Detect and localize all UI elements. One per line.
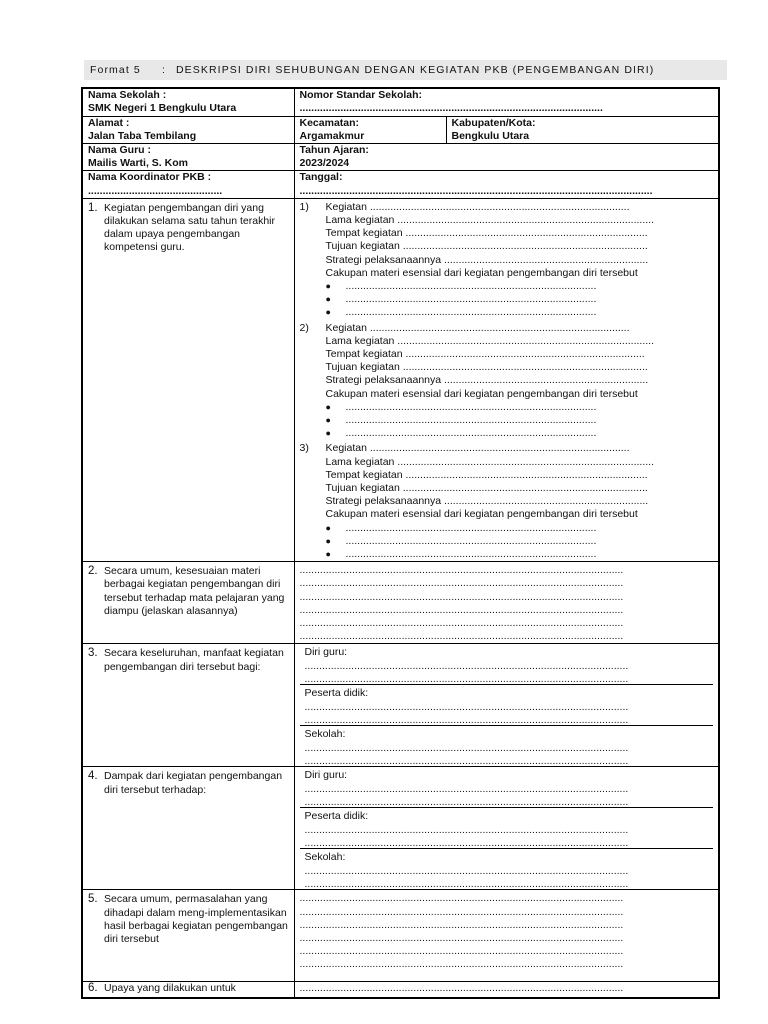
activity-lama[interactable]: Lama kegiatan ........................................................................................ [325, 455, 655, 468]
answer-line[interactable]: ............................................................................................................... [299, 564, 624, 577]
activity-tempat[interactable]: Tempat kegiatan .................................................................................. [325, 347, 645, 360]
activity-cakupan: Cakupan materi esensial dari kegiatan pengembangan diri tersebut [325, 508, 638, 521]
bullet-line[interactable]: ...................................................................................... [345, 413, 597, 426]
q4-number: 4. [88, 770, 98, 783]
q6-number: 6. [88, 982, 98, 995]
district-value[interactable]: Argamakmur [299, 129, 365, 142]
q3-number: 3. [88, 647, 98, 660]
date-label: Tanggal: [299, 171, 343, 184]
q6-question-cell [82, 982, 294, 998]
activity-tujuan[interactable]: Tujuan kegiatan .................................................................................... [325, 240, 648, 253]
date-value[interactable]: ......................................................................................................................... [299, 184, 653, 197]
year-value[interactable]: 2023/2024 [299, 157, 350, 170]
q1-number: 1. [88, 201, 98, 214]
nss-value[interactable]: ........................................................................................................ [299, 102, 603, 115]
q4-block-sekolah [300, 849, 714, 889]
nss-cell [294, 88, 719, 116]
q3-block-guru [300, 644, 714, 685]
regency-value[interactable]: Bengkulu Utara [451, 129, 530, 142]
bullet-line[interactable]: ...................................................................................... [345, 293, 597, 306]
activity-lama[interactable]: Lama kegiatan ........................................................................................ [325, 213, 655, 226]
activity-kegiatan[interactable]: Kegiatan ......................................................................................... [325, 200, 630, 213]
answer-line[interactable]: ............................................................................................................... [304, 713, 629, 726]
answer-line[interactable]: ............................................................................................................... [304, 659, 629, 672]
district-cell [294, 116, 446, 143]
answer-line[interactable]: ............................................................................................................... [304, 700, 629, 713]
block-label: Sekolah: [304, 851, 346, 864]
q4-block-guru [300, 767, 714, 808]
activity-2 [300, 320, 714, 441]
row-question-2 [82, 562, 719, 644]
address-cell [82, 116, 294, 143]
bullet-line[interactable]: ...................................................................................... [345, 521, 597, 534]
coordinator-label: Nama Koordinator PKB : [88, 171, 212, 184]
q2-number: 2. [88, 565, 98, 578]
regency-cell [446, 116, 719, 143]
activity-strategi[interactable]: Strategi pelaksanaannya ...................................................................... [325, 374, 649, 387]
answer-line[interactable]: ............................................................................................................... [299, 918, 624, 931]
row-question-4 [82, 767, 719, 890]
block-label: Peserta didik: [304, 810, 369, 823]
row-teacher [82, 143, 719, 170]
q2-answer-cell [294, 562, 719, 644]
bullet-icon: ● [325, 549, 331, 559]
activity-strategi[interactable]: Strategi pelaksanaannya ...................................................................... [325, 495, 649, 508]
answer-line[interactable]: ............................................................................................................... [304, 823, 629, 836]
school-value[interactable]: SMK Negeri 1 Bengkulu Utara [88, 102, 237, 115]
activity-kegiatan[interactable]: Kegiatan ......................................................................................... [325, 442, 630, 455]
answer-line[interactable]: ............................................................................................................... [304, 741, 629, 754]
form-title-bar [84, 60, 727, 80]
q1-text: Kegiatan pengembangan diri yang dilakukan selama satu tahun terakhir dalam upaya pengembangan kompetensi guru. [104, 201, 276, 254]
q1-question-cell [82, 198, 294, 561]
answer-line[interactable]: ............................................................................................................... [299, 630, 624, 643]
bullet-icon: ● [325, 522, 331, 533]
activity-cakupan: Cakupan materi esensial dari kegiatan pengembangan diri tersebut [325, 387, 638, 400]
answer-line[interactable]: ............................................................................................................... [299, 932, 624, 945]
answer-line[interactable]: ............................................................................................................... [299, 905, 624, 918]
block-label: Diri guru: [304, 769, 348, 782]
q5-question-cell [82, 890, 294, 982]
activity-lama[interactable]: Lama kegiatan ........................................................................................ [325, 334, 655, 347]
activity-number: 2) [299, 321, 309, 334]
row-question-1 [82, 198, 719, 561]
year-label: Tahun Ajaran: [299, 143, 369, 156]
bullet-line[interactable]: ...................................................................................... [345, 427, 597, 440]
answer-line[interactable]: ............................................................................................................... [299, 617, 624, 630]
row-coordinator [82, 171, 719, 198]
answer-line[interactable]: ............................................................................................................... [299, 590, 624, 603]
answer-line[interactable]: ............................................................................................................... [304, 877, 629, 890]
bullet-line[interactable]: ...................................................................................... [345, 279, 597, 292]
q5-number: 5. [88, 893, 98, 906]
address-label: Alamat : [88, 116, 130, 129]
q3-block-sekolah [300, 726, 714, 766]
activity-kegiatan[interactable]: Kegiatan ......................................................................................... [325, 321, 630, 334]
block-label: Peserta didik: [304, 687, 369, 700]
answer-line[interactable]: ............................................................................................................... [304, 754, 629, 767]
q2-text: Secara umum, kesesuaian materi berbagai kegiatan pengembangan diri tersebut terhadap mata pelajaran yang diampu (jelaskan alasannya) [104, 565, 285, 617]
q5-answer-cell [294, 890, 719, 982]
bullet-icon: ● [325, 535, 331, 546]
teacher-label: Nama Guru : [88, 143, 152, 156]
activity-tujuan[interactable]: Tujuan kegiatan .................................................................................... [325, 361, 648, 374]
block-label: Diri guru: [304, 646, 348, 659]
activity-number: 3) [299, 442, 309, 455]
q4-answer-cell [294, 767, 719, 890]
bullet-line[interactable]: ...................................................................................... [345, 400, 597, 413]
row-address [82, 116, 719, 143]
q3-answer-cell [294, 644, 719, 767]
activity-tempat[interactable]: Tempat kegiatan ................................................................................... [325, 227, 648, 240]
q4-block-peserta [300, 808, 714, 849]
q2-question-cell [82, 562, 294, 644]
year-cell [294, 143, 719, 170]
bullet-icon: ● [325, 414, 331, 425]
answer-line[interactable]: ............................................................................................................... [299, 892, 624, 905]
answer-line[interactable]: ............................................................................................................... [299, 603, 624, 616]
answer-line[interactable]: ............................................................................................................... [304, 672, 629, 685]
bullet-icon: ● [325, 280, 331, 291]
activity-cakupan: Cakupan materi esensial dari kegiatan pengembangan diri tersebut [325, 266, 638, 279]
teacher-cell [82, 143, 294, 170]
row-school [82, 88, 719, 116]
q4-text: Dampak dari kegiatan pengembangan diri tersebut terhadap: [104, 770, 283, 796]
block-label: Sekolah: [304, 728, 346, 741]
answer-line[interactable]: ............................................................................................................... [304, 795, 629, 808]
bullet-line[interactable]: ...................................................................................... [345, 548, 597, 560]
activity-tempat[interactable]: Tempat kegiatan ................................................................................... [325, 468, 648, 481]
activity-3 [300, 440, 714, 561]
answer-line[interactable]: ............................................................................................................... [304, 864, 629, 877]
format-label: Format 5 [90, 64, 141, 76]
q4-question-cell [82, 767, 294, 890]
coordinator-cell [82, 171, 294, 198]
address-value[interactable]: Jalan Taba Tembilang [88, 129, 197, 142]
regency-label: Kabupaten/Kota: [451, 116, 536, 129]
bullet-line[interactable]: ...................................................................................... [345, 534, 597, 547]
teacher-value[interactable]: Mailis Warti, S. Kom [88, 157, 188, 170]
pkb-form-table [81, 87, 720, 999]
q3-text: Secara keseluruhan, manfaat kegiatan pengembangan diri tersebut bagi: [104, 647, 284, 673]
coordinator-value[interactable]: .............................................. [88, 184, 223, 197]
district-label: Kecamatan: [299, 116, 360, 129]
activity-1 [300, 199, 714, 320]
activity-strategi[interactable]: Strategi pelaksanaannya ...................................................................... [325, 253, 649, 266]
bullet-icon: ● [325, 294, 331, 305]
q1-answer-cell [294, 198, 719, 561]
answer-line[interactable]: ............................................................................................................... [304, 782, 629, 795]
q6-answer-cell [294, 982, 719, 998]
answer-line[interactable]: ............................................................................................................... [299, 958, 624, 971]
q3-question-cell [82, 644, 294, 767]
title-separator: : [162, 64, 167, 76]
form-title: DESKRIPSI DIRI SEHUBUNGAN DENGAN KEGIATAN PKB (PENGEMBANGAN DIRI) [176, 64, 655, 76]
bullet-icon: ● [325, 428, 331, 439]
activity-tujuan[interactable]: Tujuan kegiatan .................................................................................... [325, 481, 648, 494]
row-question-5 [82, 890, 719, 982]
activity-number: 1) [299, 200, 309, 213]
q5-text: Secara umum, permasalahan yang dihadapi dalam meng-implementasikan hasil berbagai kegiatan pengembangan diri tersebut [104, 893, 288, 946]
answer-line[interactable]: ............................................................................................................... [299, 982, 624, 995]
school-cell [82, 88, 294, 116]
row-question-3 [82, 644, 719, 767]
answer-line[interactable]: ............................................................................................................... [299, 577, 624, 590]
bullet-icon: ● [325, 401, 331, 412]
q3-block-peserta [300, 685, 714, 726]
date-cell [294, 171, 719, 198]
school-label: Nama Sekolah : [88, 89, 167, 101]
answer-line[interactable]: ............................................................................................................... [304, 836, 629, 849]
q6-text: Upaya yang dilakukan untuk [104, 982, 236, 995]
row-question-6 [82, 982, 719, 998]
answer-line[interactable]: ............................................................................................................... [299, 945, 624, 958]
bullet-icon: ● [325, 307, 331, 318]
bullet-line[interactable]: ...................................................................................... [345, 306, 597, 319]
nss-label: Nomor Standar Sekolah: [299, 89, 423, 101]
